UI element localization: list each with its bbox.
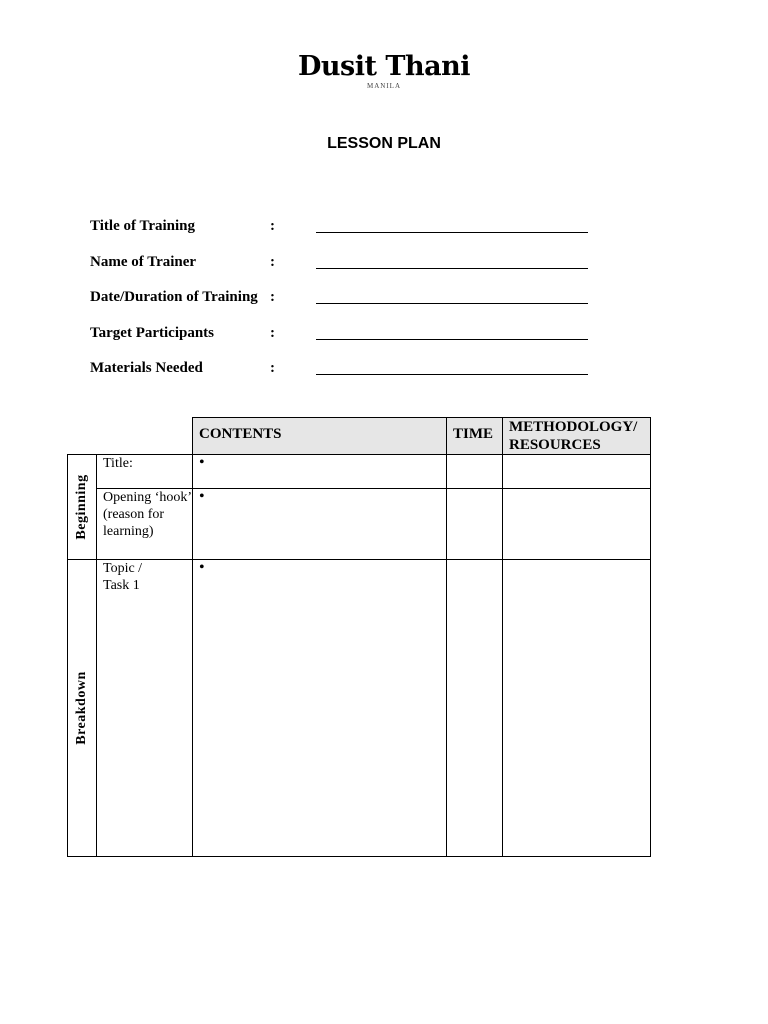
field-label-title-of-training: Title of Training [90, 218, 196, 234]
bullet: • [199, 488, 205, 505]
time-cell-title[interactable] [446, 454, 503, 489]
date-duration-field[interactable] [316, 303, 588, 304]
row-label-text: Opening ‘hook’ (reason for learning) [103, 490, 191, 539]
section-breakdown [67, 559, 97, 857]
contents-cell-topic-task-1[interactable] [192, 559, 447, 857]
header-contents-label: CONTENTS [199, 426, 282, 442]
header-time [446, 417, 503, 455]
page-title: LESSON PLAN [327, 135, 441, 152]
field-colon: : [270, 289, 275, 305]
field-colon: : [270, 254, 275, 270]
time-cell-topic-task-1[interactable] [446, 559, 503, 857]
materials-needed-field[interactable] [316, 374, 588, 375]
field-label-name-of-trainer: Name of Trainer [90, 254, 197, 270]
header-contents [192, 417, 447, 455]
methodology-cell-topic-task-1[interactable] [502, 559, 651, 857]
field-colon: : [270, 360, 275, 376]
header-time-label: TIME [453, 426, 494, 442]
row-label-text: Title: [103, 456, 133, 471]
target-participants-field[interactable] [316, 339, 588, 340]
field-colon: : [270, 325, 275, 341]
name-of-trainer-field[interactable] [316, 268, 588, 269]
section-beginning [67, 454, 97, 560]
section-beginning-label: Beginning [74, 474, 89, 540]
field-colon: : [270, 218, 275, 234]
row-label-topic-task-1 [96, 559, 193, 857]
dusit-thani-logo [0, 52, 768, 91]
methodology-cell-title[interactable] [502, 454, 651, 489]
bullet: • [199, 559, 205, 576]
row-label-opening-hook [96, 488, 193, 560]
row-label-title [96, 454, 193, 489]
contents-cell-opening-hook[interactable] [192, 488, 447, 560]
header-methodology-label: METHODOLOGY/ RESOURCES [509, 419, 638, 453]
contents-cell-title[interactable] [192, 454, 447, 489]
section-breakdown-label: Breakdown [74, 671, 89, 745]
title-of-training-field[interactable] [316, 232, 588, 233]
bullet: • [199, 454, 205, 471]
logo-name: Dusit Thani [298, 51, 470, 82]
header-methodology [502, 417, 651, 455]
field-label-target-participants: Target Participants [90, 325, 215, 341]
time-cell-opening-hook[interactable] [446, 488, 503, 560]
row-label-text: Topic / Task 1 [103, 561, 143, 593]
methodology-cell-opening-hook[interactable] [502, 488, 651, 560]
logo-location: MANILA [367, 82, 401, 90]
field-label-date-duration: Date/Duration of Training [90, 289, 258, 305]
field-label-materials-needed: Materials Needed [90, 360, 203, 376]
